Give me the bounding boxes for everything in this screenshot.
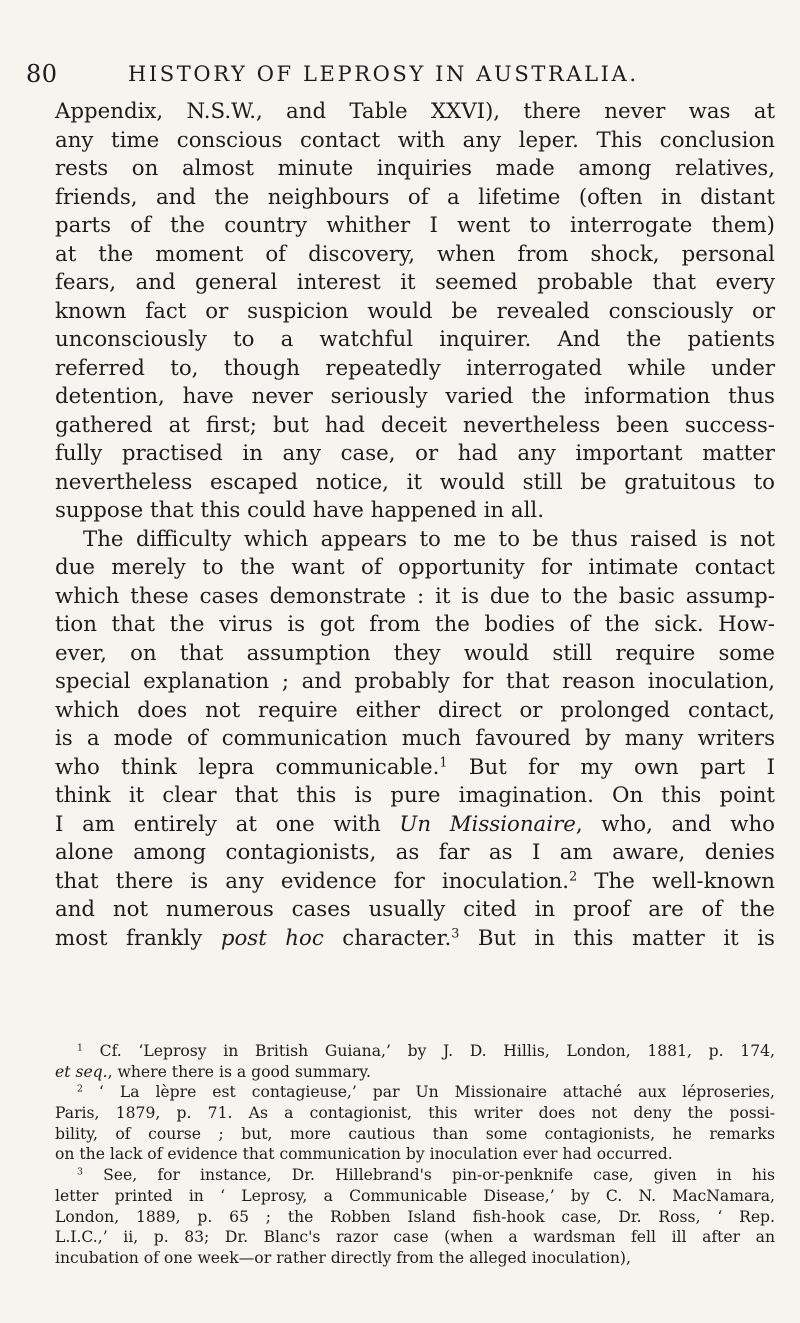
text-line [55, 754, 775, 783]
text-line: suppose that this could have happened in all. [55, 498, 545, 523]
footnote-line [55, 1062, 775, 1083]
footnote-marker: 1 [77, 1042, 83, 1054]
footnote-ref: 1 [439, 754, 448, 770]
italic-phrase: post hoc [220, 925, 324, 951]
text-line: think it clear that this is pure imagination. On this point [55, 783, 775, 808]
text-line: fully practised in any case, or had any important matter [55, 441, 775, 466]
text-line: known fact or suspicion would be revealed consciously or [55, 298, 775, 324]
text-line: gathered at first; but had deceit nevertheless been success- [55, 412, 775, 438]
footnote-line [55, 1041, 775, 1062]
text-segment: ‘ La lèpre est contagieuse,’ par Un Missionaire attaché aux léproseries, [82, 1083, 775, 1102]
footnote-line: L.I.C.,’ ii, p. 83; Dr. Blanc's razor case (when a wardsman fell ill after an [55, 1228, 775, 1247]
text-line: friends, and the neighbours of a lifetime (often in distant [55, 184, 775, 210]
text-segment: See, for instance, Dr. Hillebrand's pin-or-penknife case, given in his [82, 1166, 775, 1185]
page-number: 80 [26, 60, 58, 88]
footnote-line: bility, of course ; but, more cautious than some contagionists, he remarks [55, 1124, 775, 1143]
italic-title: Un Missionaire [399, 811, 576, 837]
main-text [55, 98, 775, 953]
text-line: due merely to the want of opportunity for intimate contact [55, 555, 775, 580]
text-line: fears, and general interest it seemed probable that every [55, 270, 775, 295]
text-line: ever, on that assumption they would still require some [55, 640, 775, 666]
text-line: Appendix, N.S.W., and Table XXVI), there never was at [55, 99, 775, 124]
text-line [55, 925, 775, 954]
footnote-line [55, 1082, 775, 1103]
text-segment: The well-known [577, 868, 775, 894]
text-segment: that there is any evidence for inoculation. [55, 868, 570, 894]
text-segment: most frankly [55, 925, 221, 951]
footnote-marker: 2 [77, 1083, 83, 1095]
footnote-ref: 3 [451, 925, 460, 941]
footnote-line: Paris, 1879, p. 71. As a contagionist, this writer does not deny the possi- [55, 1104, 775, 1123]
text-line: any time conscious contact with any leper. This conclusion [55, 127, 775, 153]
text-segment: But for my own part I [447, 754, 775, 780]
text-line: The difficulty which appears to me to be thus raised is not [83, 526, 775, 552]
text-line: detention, have never seriously varied the information thus [55, 384, 775, 409]
text-line: parts of the country whither I went to interrogate them) [55, 213, 775, 238]
text-segment: I am entirely at one with [55, 811, 400, 837]
footnote-line: incubation of one week—or rather directly from the alleged inoculation), [55, 1248, 631, 1267]
page-header [26, 60, 776, 94]
footnote-line: on the lack of evidence that communication by inoculation ever had occurred. [55, 1145, 673, 1164]
text-line [55, 868, 775, 897]
text-segment: , where there is a good summary. [107, 1062, 371, 1081]
italic-phrase: et seq. [55, 1062, 108, 1081]
text-line: which these cases demonstrate : it is due to the basic assump- [55, 583, 775, 609]
text-segment: But in this matter it is [459, 925, 775, 951]
text-line: special explanation ; and probably for that reason inoculation, [55, 669, 775, 694]
text-line: which does not require either direct or prolonged contact, [55, 697, 775, 723]
running-head: HISTORY OF LEPROSY IN AUSTRALIA. [128, 62, 639, 86]
text-line: at the moment of discovery, when from shock, personal [55, 241, 775, 267]
footnote-marker: 3 [77, 1166, 83, 1178]
text-line: rests on almost minute inquiries made among relatives, [55, 156, 775, 181]
text-line: referred to, though repeatedly interrogated while under [55, 355, 775, 381]
footnote-ref: 2 [569, 868, 578, 884]
text-line: alone among contagionists, as far as I am aware, denies [55, 840, 775, 865]
footnote-line: London, 1889, p. 65 ; the Robben Island fish-hook case, Dr. Ross, ‘ Rep. [55, 1207, 775, 1226]
text-line: is a mode of communication much favoured by many writers [55, 726, 775, 751]
text-segment: , who, and who [575, 811, 776, 837]
footnotes [55, 1041, 775, 1269]
text-line: tion that the virus is got from the bodies of the sick. How- [55, 612, 775, 637]
text-segment: who think lepra communicable. [55, 754, 440, 780]
footnote-line [55, 1165, 775, 1186]
text-line [55, 811, 775, 840]
text-segment: character. [323, 925, 452, 951]
text-segment: Cf. ‘Leprosy in British Guiana,’ by J. D. Hillis, London, 1881, p. 174, [82, 1042, 775, 1060]
footnote-line: letter printed in ‘ Leprosy, a Communicable Disease,’ by C. N. MacNamara, [55, 1186, 775, 1205]
text-line: and not numerous cases usually cited in proof are of the [55, 897, 775, 922]
text-line: unconsciously to a watchful inquirer. And the patients [55, 327, 775, 352]
text-line: nevertheless escaped notice, it would still be gratuitous to [55, 469, 775, 495]
